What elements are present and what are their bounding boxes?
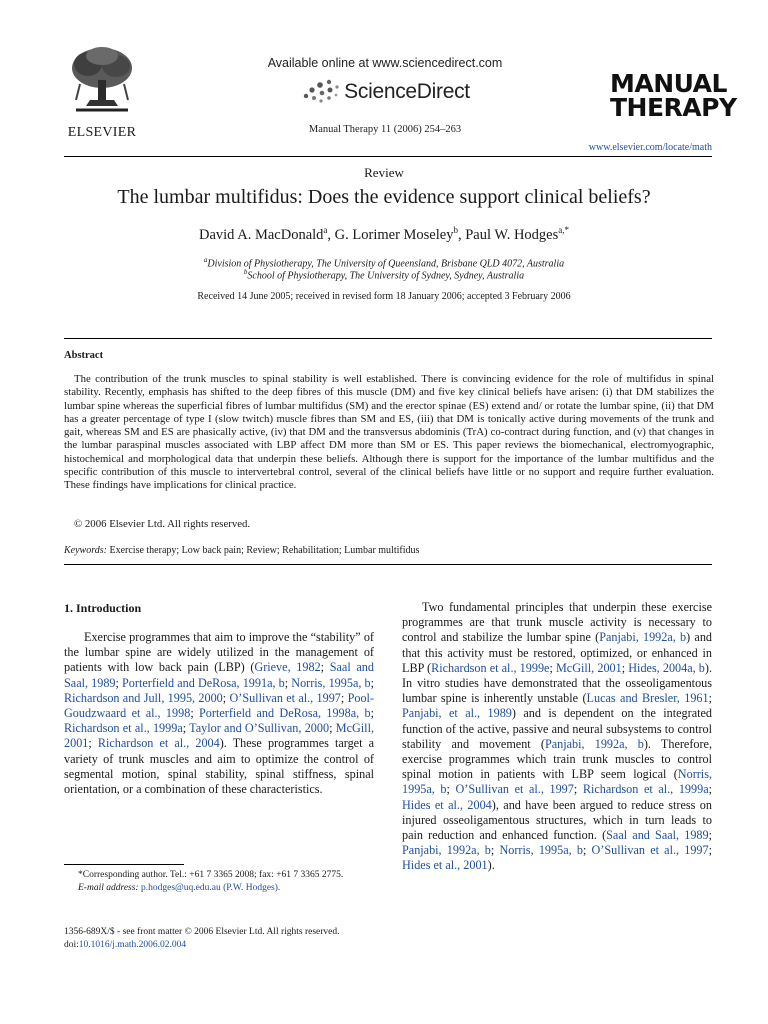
header-divider bbox=[64, 156, 712, 157]
citation-link[interactable]: Hides et al., 2001 bbox=[402, 858, 488, 873]
body-text: ; bbox=[708, 691, 712, 706]
citation-link[interactable]: Porterfield and DeRosa, 1998a, b bbox=[199, 706, 371, 721]
intro-right-column bbox=[402, 600, 712, 874]
body-text: ; bbox=[329, 721, 336, 736]
body-text: ; bbox=[582, 843, 592, 858]
body-text: ). These programmes target a variety of trunk muscles and aim to optimize the control of segmental motion, spinal stability, spinal stiffness, spinal orientation, or a combination of these characteristics. bbox=[64, 736, 374, 797]
citation-link[interactable]: O’Sullivan et al., 1997 bbox=[229, 690, 341, 705]
citation-link[interactable]: O’Sullivan et al., 1997 bbox=[591, 843, 709, 858]
sciencedirect-wordmark: ScienceDirect bbox=[344, 80, 470, 103]
email-link[interactable]: p.hodges@uq.edu.au bbox=[140, 882, 221, 893]
body-text: ; bbox=[222, 690, 230, 705]
email-suffix: (P.W. Hodges). bbox=[220, 882, 281, 893]
body-text: Exercise programmes that aim to improve the “stability” of the lumbar spine are widely utilized in the management of patients with low back pain (LBP) ( bbox=[64, 630, 374, 675]
abstract-copyright: © 2006 Elsevier Ltd. All rights reserved. bbox=[74, 518, 251, 530]
author-name: , Paul W. Hodges bbox=[457, 226, 559, 243]
citation-link[interactable]: McGill, 2001 bbox=[555, 660, 622, 675]
body-text: ; bbox=[115, 675, 123, 690]
citation-link[interactable]: Norris, 1995a, b bbox=[291, 675, 371, 690]
body-text: ; bbox=[549, 660, 556, 675]
body-text: ). Therefore, exercise programmes which train trunk muscles to control spinal motion in patients with LBP seem logical ( bbox=[402, 736, 712, 782]
section-heading-introduction: 1. Introduction bbox=[64, 601, 142, 615]
citation-link[interactable]: McGill, 2001 bbox=[64, 721, 375, 751]
keywords-text: Exercise therapy; Low back pain; Review; Rehabilitation; Lumbar multifidus bbox=[106, 545, 420, 556]
issn-line: 1356-689X/$ - see front matter © 2006 Elsevier Ltd. All rights reserved. bbox=[64, 927, 340, 937]
journal-reference: Manual Therapy 11 (2006) 254–263 bbox=[308, 124, 462, 135]
citation-link[interactable]: Lucas and Bresler, 1961 bbox=[586, 691, 709, 706]
body-text: ; bbox=[621, 660, 629, 675]
citation-link[interactable]: Saal and Saal, 1989 bbox=[606, 828, 709, 843]
email-line bbox=[64, 882, 384, 895]
sciencedirect-logo bbox=[230, 78, 540, 106]
sciencedirect-dots-icon bbox=[300, 78, 340, 106]
body-text: ; bbox=[370, 706, 374, 721]
available-online-text[interactable]: Available online at www.sciencedirect.com bbox=[267, 56, 503, 70]
received-dates: Received 14 June 2005; received in revised form 18 January 2006; accepted 3 February 2006 bbox=[197, 291, 571, 302]
footnote-rule bbox=[64, 864, 184, 865]
body-text: ; bbox=[708, 843, 713, 858]
abstract-body: The contribution of the trunk muscles to spinal stability is well established. There is convincing evidence for the role of multifidus in spinal stability. Recently, emphasis has shifted to the deep fibres of this muscle (DM) and five key clinical beliefs have arisen: (i) that DM stabilizes the lumbar spine whereas the superficial fibres of lumbar multifidus (SM) and the erector spinae (ES) extend and/ or rotate the lumbar spine, (ii) that DM has a greater percentage of type I (slow twitch) muscle fibres than SM and ES, (iii) that DM is tonically active during movements of the trunk and gait, whereas SM and ES are phasically active, (iv) that DM and the transversus abdominis (TrA) co-contract during function, and (v) that changes in the lumbar paraspinal muscles associated with LBP affect DM more than SM or ES. This paper reviews the biomechanical, electromyographic, histochemical and morphological data that underpin these beliefs. Although there is support for the importance of the lumbar multifidus and the specific contribution of this muscle to intervertebral control, several of the clinical beliefs have little or no support and require further evaluation. These findings have implications for clinical practice. bbox=[64, 373, 714, 492]
publisher-name: ELSEVIER bbox=[67, 125, 137, 140]
intro-left-column bbox=[64, 630, 374, 797]
citation-link[interactable]: Richardson et al., 1999a bbox=[64, 721, 183, 736]
journal-url-link[interactable]: www.elsevier.com/locate/math bbox=[588, 142, 712, 153]
citation-link[interactable]: Richardson and Jull, 1995, 2000 bbox=[64, 690, 223, 705]
affiliation-sup: b bbox=[243, 268, 248, 276]
citation-link[interactable]: Taylor and O’Sullivan, 2000 bbox=[189, 721, 330, 736]
author-name: David A. MacDonald bbox=[198, 226, 324, 243]
article-title: The lumbar multifidus: Does the evidence support clinical beliefs? bbox=[117, 186, 651, 208]
citation-link[interactable]: O’Sullivan et al., 1997 bbox=[455, 782, 574, 797]
elsevier-logo bbox=[64, 44, 140, 141]
keywords-label: Keywords: bbox=[64, 545, 107, 556]
citation-link[interactable]: Norris, 1995a, b bbox=[499, 843, 583, 858]
citation-link[interactable]: Panjabi, 1992a, b bbox=[544, 736, 644, 751]
header-center bbox=[230, 56, 540, 135]
doi-link[interactable]: 10.1016/j.math.2006.02.004 bbox=[78, 939, 187, 950]
citation-link[interactable]: Panjabi, 1992a, b bbox=[402, 843, 491, 858]
citation-link[interactable]: Richardson et al., 1999e bbox=[431, 660, 550, 675]
citation-link[interactable]: Norris, 1995a, b bbox=[402, 767, 712, 797]
journal-logo bbox=[610, 69, 737, 122]
journal-logo-line2: THERAPY bbox=[610, 93, 737, 122]
doi-label: doi: bbox=[64, 939, 79, 950]
journal-logo-line1: MANUAL bbox=[610, 69, 727, 98]
article-type: Review bbox=[364, 165, 404, 180]
body-text: ; bbox=[370, 675, 374, 690]
doi-line bbox=[64, 939, 340, 952]
body-text: ; bbox=[446, 782, 456, 797]
body-text: ; bbox=[340, 690, 348, 705]
citation-link[interactable]: Hides et al., 2004 bbox=[402, 797, 492, 812]
body-text: ; bbox=[708, 782, 713, 797]
affiliation-b bbox=[0, 268, 768, 281]
author-affil-sup[interactable]: a,* bbox=[558, 225, 570, 235]
body-text: ; bbox=[708, 828, 712, 843]
citation-link[interactable]: Richardson et al., 1999a bbox=[582, 782, 709, 797]
elsevier-tree-icon bbox=[66, 44, 138, 116]
body-text: Two fundamental principles that underpin these exercise programmes are that trunk muscle activity is necessary to control and stabilize the lumbar spine ( bbox=[402, 600, 712, 645]
body-text: ; bbox=[88, 736, 98, 751]
citation-link[interactable]: Panjabi, 1992a, b bbox=[599, 630, 687, 645]
body-text: ). In vitro studies have demonstrated that the osseoligamentous lumbar spine is inherently unstable ( bbox=[402, 660, 713, 706]
author-affil-sup: b bbox=[453, 225, 458, 235]
body-text: ; bbox=[284, 675, 292, 690]
abstract-bottom-divider bbox=[64, 564, 712, 565]
body-text: ), and have been argued to reduce stress on injured osseoligamentous structures, which in turn leads to pain reduction and enhanced function. ( bbox=[402, 797, 712, 843]
body-text: ; bbox=[573, 782, 583, 797]
citation-link[interactable]: Hides, 2004a, b bbox=[628, 660, 705, 675]
author-list bbox=[0, 225, 768, 244]
body-text: ; bbox=[490, 843, 500, 858]
abstract-top-divider bbox=[64, 338, 712, 339]
body-text: ). bbox=[487, 858, 495, 873]
citation-link[interactable]: Pool-Goudzwaard et al., 1998 bbox=[64, 690, 375, 721]
body-text: ; bbox=[190, 706, 200, 721]
body-text: ; bbox=[182, 721, 190, 736]
body-text: ) and that this activity must be restored, optimized, or enhanced in LBP ( bbox=[402, 630, 713, 675]
affiliation-text: Division of Physiotherapy, The University of Queensland, Brisbane QLD 4072, Australia bbox=[207, 258, 565, 270]
corresponding-author-text: *Corresponding author. Tel.: +61 7 3365 2008; fax: +61 7 3365 2775. bbox=[78, 870, 344, 880]
citation-link[interactable]: Saal and Saal, 1989 bbox=[64, 660, 374, 690]
citation-link[interactable]: Grieve, 1982 bbox=[254, 660, 321, 675]
author-name: , G. Lorimer Moseley bbox=[327, 226, 454, 243]
citation-link[interactable]: Richardson et al., 2004 bbox=[97, 736, 220, 751]
front-matter-meta bbox=[64, 926, 340, 951]
affiliation-sup: a bbox=[203, 256, 208, 264]
abstract-heading: Abstract bbox=[64, 350, 104, 361]
corresponding-author-footnote bbox=[64, 869, 384, 894]
citation-link[interactable]: Panjabi, et al., 1989 bbox=[402, 706, 512, 721]
citation-link[interactable]: Porterfield and DeRosa, 1991a, b bbox=[122, 675, 285, 690]
keywords bbox=[64, 545, 419, 556]
email-label: E-mail address: bbox=[78, 882, 139, 893]
body-text: ; bbox=[320, 660, 330, 675]
author-affil-sup: a bbox=[323, 225, 328, 235]
affiliation-text: School of Physiotherapy, The University of Sydney, Sydney, Australia bbox=[247, 270, 525, 282]
body-text: ) and is dependent on the integrated function of the active, passive and neural subsystems to control stability and movement ( bbox=[402, 706, 712, 751]
